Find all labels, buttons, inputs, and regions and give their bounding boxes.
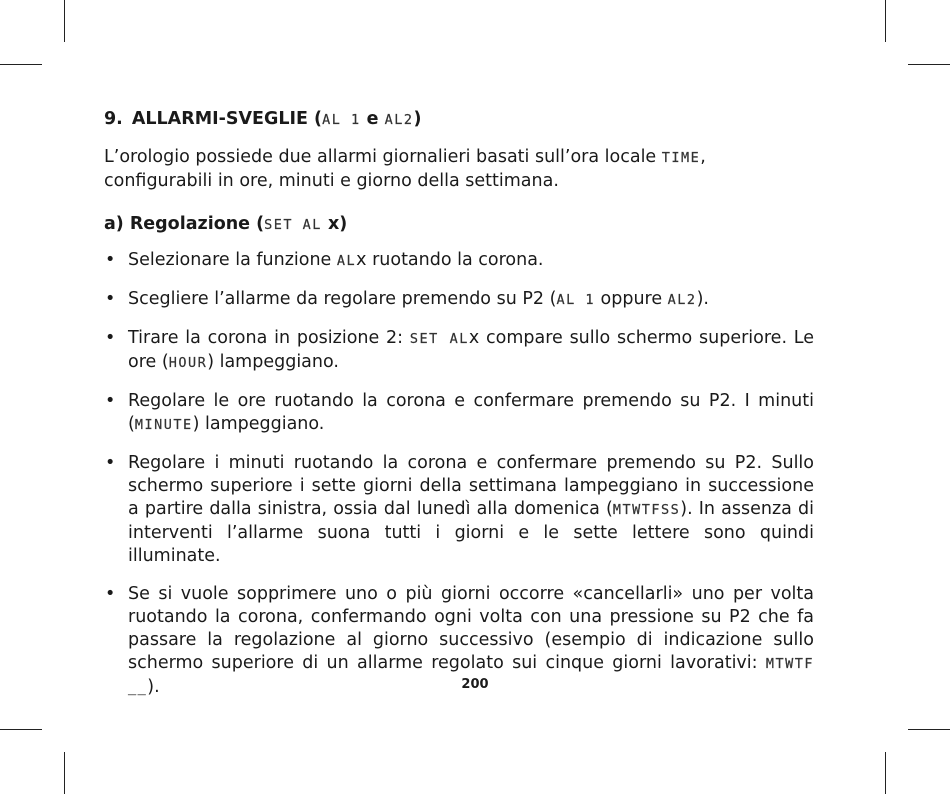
- subsection-suffix: x): [321, 214, 348, 234]
- bullet-icon: •: [105, 453, 116, 473]
- bullet-icon: •: [105, 328, 116, 348]
- item-text: ) lampeggiano.: [207, 352, 339, 372]
- list-item: [104, 452, 814, 568]
- section-number: 9.: [104, 109, 123, 129]
- lcd-text: MTWTFSS: [612, 502, 681, 518]
- intro-text-2: , configurabili in ore, minuti e giorno della settimana.: [104, 147, 706, 191]
- item-text: Se si vuole sopprimere uno o più giorni occorre «cancellarli» uno per volta ruotando la corona, confermando ogni volta con una pressione su P2 che fa passare la regolazione al giorno successivo (esempio di indicazione sullo schermo superiore di un allarme regolato sui cinque giorni lavorativi:: [128, 584, 814, 673]
- crop-mark-top-left-vertical: [64, 0, 65, 42]
- subsection-label: a): [104, 214, 124, 234]
- lcd-text: AL 1: [556, 292, 595, 308]
- lcd-al1: AL 1: [322, 112, 361, 128]
- crop-mark-top-left-horizontal: [0, 64, 42, 65]
- bullet-icon: •: [105, 289, 116, 309]
- item-text: ). In assenza di interventi l’allarme suona tutti i giorni e le sette lettere sono quindi illuminate.: [128, 499, 814, 566]
- item-text: x compare sullo schermo superiore. Le ore (: [128, 328, 814, 372]
- section-heading: [104, 108, 814, 132]
- bullet-icon: •: [105, 250, 116, 270]
- crop-mark-bottom-right-vertical: [885, 752, 886, 794]
- intro-paragraph: [104, 146, 814, 193]
- lcd-text: AL2: [667, 292, 697, 308]
- list-item: [104, 249, 814, 273]
- intro-text-1: L’orologio possiede due allarmi giornalieri basati sull’ora locale: [104, 147, 662, 167]
- lcd-set-al: SET AL: [264, 217, 322, 233]
- lcd-time: TIME: [661, 150, 701, 166]
- item-text: Regolare i minuti ruotando la corona e confermare premendo su P2. Sullo schermo superiore i sette giorni della settimana lampeggiano in successione a partire dalla sinistra, ossia dal lunedì alla domenica (: [128, 453, 814, 519]
- list-item: [104, 288, 814, 312]
- item-text: ) lampeggiano.: [192, 414, 325, 434]
- crop-mark-top-right-horizontal: [908, 64, 950, 65]
- subsection-heading: [104, 213, 814, 237]
- crop-mark-bottom-left-horizontal: [0, 729, 42, 730]
- section-close: ): [413, 109, 422, 129]
- page-content: [104, 108, 814, 715]
- item-text: Selezionare la funzione: [128, 250, 337, 270]
- item-text: ).: [696, 289, 709, 309]
- section-title: ALLARMI-SVEGLIE (: [131, 109, 323, 129]
- subsection-title: Regolazione (: [129, 214, 265, 234]
- instruction-list: [104, 249, 814, 700]
- page-number: 200: [461, 677, 489, 692]
- lcd-text: AL: [336, 253, 357, 269]
- section-conjunction: e: [360, 109, 385, 129]
- lcd-text: MTWTF __: [128, 656, 814, 696]
- list-item: [104, 327, 814, 375]
- item-text: Scegliere l’allarme da regolare premendo su P2 (: [128, 289, 557, 309]
- crop-mark-bottom-right-horizontal: [908, 729, 950, 730]
- crop-mark-top-right-vertical: [885, 0, 886, 42]
- item-text: x ruotando la corona.: [356, 250, 544, 270]
- lcd-text: HOUR: [168, 355, 208, 371]
- crop-mark-bottom-left-vertical: [64, 752, 65, 794]
- bullet-icon: •: [105, 584, 116, 604]
- bullet-icon: •: [105, 391, 116, 411]
- item-text: oppure: [594, 289, 668, 309]
- item-text: Tirare la corona in posizione 2:: [128, 328, 410, 348]
- item-text: Regolare le ore ruotando la corona e confermare premendo su P2. I minuti (: [128, 391, 814, 434]
- item-text: ).: [147, 677, 160, 697]
- lcd-text: MINUTE: [134, 417, 193, 433]
- lcd-al2: AL2: [384, 112, 414, 128]
- list-item: [104, 390, 814, 437]
- lcd-text: SET AL: [409, 331, 469, 347]
